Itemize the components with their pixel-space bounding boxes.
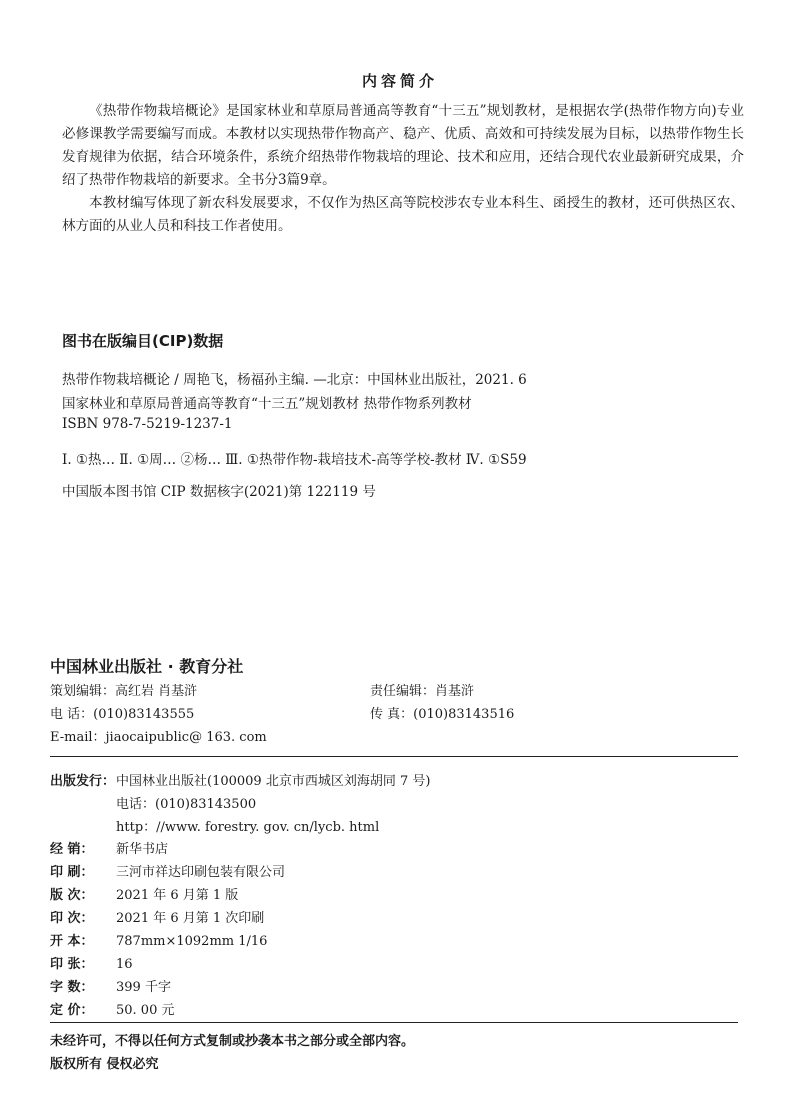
detail-label: 经 销： xyxy=(50,842,94,857)
detail-label: 版 次： xyxy=(50,888,94,903)
publisher-phone: 电 话：(010)83143555 xyxy=(50,707,195,722)
detail-row xyxy=(50,976,171,995)
intro-text xyxy=(62,100,744,238)
cip-line-2: 国家林业和草原局普通高等教育“十三五”规划教材 热带作物系列教材 xyxy=(62,396,472,412)
detail-label: 印 刷： xyxy=(50,865,94,880)
detail-label: 印 次： xyxy=(50,911,94,926)
detail-value: 16 xyxy=(116,957,133,972)
detail-label: 印 张： xyxy=(50,957,94,972)
detail-row xyxy=(50,907,264,926)
rights-reserved: 版权所有 侵权必究 xyxy=(50,1057,159,1072)
intro-title: 内容简介 xyxy=(361,72,438,90)
intro-paragraph-1: 《热带作物栽培概论》是国家林业和草原局普通高等教育“十三五”规划教材，是根据农学(热带作物方向)专业必修课教学需要编写而成。本教材以实现热带作物高产、稳产、优质、高效和可持续发展为目标，以热带作物生长发育规律为依据，结合环境条件，系统介绍热带作物栽培的理论、技术和应用，还结合现代农业最新研究成果，介绍了热带作物栽培的新要求。全书分3篇9章。 xyxy=(62,103,744,188)
cip-heading: 图书在版编目(CIP)数据 xyxy=(62,332,224,350)
distribution-url: http：//www. forestry. gov. cn/lycb. html xyxy=(116,820,380,835)
detail-row xyxy=(50,884,238,903)
distribution-phone: 电话：(010)83143500 xyxy=(116,797,257,812)
cip-record: 中国版本图书馆 CIP 数据核字(2021)第 122119 号 xyxy=(62,484,376,500)
detail-label: 字 数： xyxy=(50,980,94,995)
distribution-value: 中国林业出版社(100009 北京市西城区刘海胡同 7 号) xyxy=(116,774,431,789)
detail-label: 开 本： xyxy=(50,934,94,949)
publisher-fax: 传 真：(010)83143516 xyxy=(370,707,515,722)
detail-row xyxy=(50,930,267,949)
detail-value: 787mm×1092mm 1/16 xyxy=(116,934,268,949)
detail-value: 新华书店 xyxy=(116,842,169,857)
detail-value: 三河市祥达印刷包装有限公司 xyxy=(116,865,286,880)
detail-label: 定 价： xyxy=(50,1003,94,1018)
detail-value: 399 千字 xyxy=(116,980,171,995)
detail-row xyxy=(50,861,285,880)
detail-row xyxy=(50,999,174,1018)
detail-row xyxy=(50,838,168,857)
detail-value: 2021 年 6 月第 1 次印刷 xyxy=(116,911,265,926)
cip-line-1: 热带作物栽培概论 / 周艳飞，杨福孙主编. —北京：中国林业出版社，2021. 6 xyxy=(62,372,527,388)
detail-row xyxy=(50,953,133,972)
publisher-name: 中国林业出版社 · 教育分社 xyxy=(50,657,244,676)
publisher-email: E-mail：jiaocaipublic@ 163. com xyxy=(50,730,267,745)
detail-value: 2021 年 6 月第 1 版 xyxy=(116,888,239,903)
responsible-editor: 责任编辑：肖基浒 xyxy=(370,684,475,699)
divider-top xyxy=(50,756,738,757)
distribution-row xyxy=(50,770,430,789)
planning-editor: 策划编辑：高红岩 肖基浒 xyxy=(50,684,198,699)
distribution-label: 出版发行： xyxy=(50,774,116,789)
copyright-notice: 未经许可，不得以任何方式复制或抄袭本书之部分或全部内容。 xyxy=(50,1034,415,1049)
intro-paragraph-2: 本教材编写体现了新农科发展要求，不仅作为热区高等院校涉农专业本科生、函授生的教材，还可供热区农、林方面的从业人员和科技工作者使用。 xyxy=(62,195,744,234)
divider-bottom xyxy=(50,1022,738,1023)
detail-value: 50. 00 元 xyxy=(116,1003,175,1018)
cip-classification: Ⅰ. ①热… Ⅱ. ①周… ②杨… Ⅲ. ①热带作物-栽培技术-高等学校-教材 Ⅳ. ①S59 xyxy=(62,452,527,468)
cip-isbn: ISBN 978-7-5219-1237-1 xyxy=(62,416,233,432)
